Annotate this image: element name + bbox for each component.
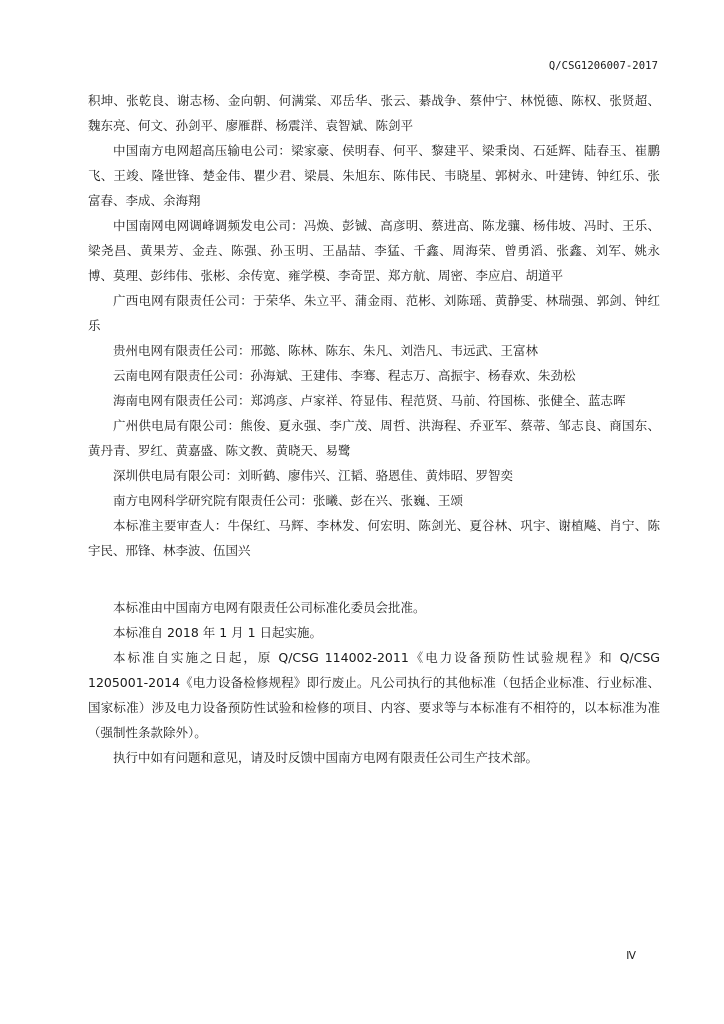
page-number: Ⅳ (626, 950, 636, 962)
approval-note: 本标准由中国南方电网有限责任公司标准化委员会批准。 (113, 600, 426, 615)
drafters-guangzhou: 广州供电局有限公司：熊俊、夏永强、李广茂、周哲、洪海程、乔亚军、蔡蒂、邹志良、商国东、黄丹青、罗红、黄嘉盛、陈文教、黄晓天、易鹭 (88, 418, 660, 458)
document-body (88, 88, 673, 770)
main-reviewers: 本标准主要审查人：牛保红、马辉、李林发、何宏明、陈剑光、夏谷林、巩宇、谢植飚、肖宁、陈宇民、邢锋、林李波、伍国兴 (88, 518, 660, 558)
drafters-guangxi: 广西电网有限责任公司：于荣华、朱立平、蒲金雨、范彬、刘陈瑶、黄静雯、林瑞强、郭剑、钟红乐 (88, 293, 660, 333)
drafters-continued: 积坤、张乾良、谢志杨、金向朝、何满棠、邓岳华、张云、綦战争、蔡仲宁、林悦德、陈权、张贤超、魏东亮、何文、孙剑平、廖雁群、杨震洋、袁智斌、陈剑平 (88, 93, 660, 133)
drafters-guizhou: 贵州电网有限责任公司：邢懿、陈林、陈东、朱凡、刘浩凡、韦远武、王富林 (113, 343, 539, 358)
drafters-ehv-transmission: 中国南方电网超高压输电公司：梁家豪、侯明春、何平、黎建平、梁秉岗、石延辉、陆春玉、崔鹏飞、王竣、隆世锋、楚金伟、瞿少君、梁晨、朱旭东、陈伟民、韦晓星、郭树永、叶建铸、钟红乐、张富春、李成、余海翔 (88, 143, 660, 208)
drafters-shenzhen: 深圳供电局有限公司：刘昕鹤、廖伟兴、江韬、骆恩佳、黄炜昭、罗智奕 (113, 468, 514, 483)
drafters-yunnan: 云南电网有限责任公司：孙海斌、王建伟、李骞、程志万、高振宇、杨春欢、朱劲松 (113, 368, 576, 383)
drafters-peak-regulation: 中国南网电网调峰调频发电公司：冯焕、彭铖、高彦明、蔡进高、陈龙骧、杨伟坡、冯时、王乐、梁尧昌、黄果芳、金垚、陈强、孙玉明、王晶喆、李猛、千鑫、周海荣、曾勇滔、张鑫、刘军、姚永博、莫理、彭纬伟、张彬、余传宽、雍学模、李奇罡、郑方航、周密、李应启、胡道平 (88, 218, 660, 283)
drafters-hainan: 海南电网有限责任公司：郑鸿彦、卢家祥、符显伟、程范贤、马前、符国栋、张健全、蓝志晖 (113, 393, 626, 408)
document-code: Q/CSG1206007-2017 (548, 60, 658, 72)
supersession-note: 本标准自实施之日起，原 Q/CSG 114002-2011《电力设备预防性试验规程》和 Q/CSG 1205001-2014《电力设备检修规程》即行废止。凡公司执行的其他标准（包括企业标准、行业标准、国家标准）涉及电力设备预防性试验和检修的项目、内容、要求等与本标准有不相符的，以本标准为准（强制性条款除外）。 (88, 650, 673, 740)
drafters-research-institute: 南方电网科学研究院有限责任公司：张曦、彭在兴、张巍、王颂 (113, 493, 464, 508)
feedback-note: 执行中如有问题和意见，请及时反馈中国南方电网有限责任公司生产技术部。 (113, 750, 539, 765)
effective-date-note: 本标准自 2018 年 1 月 1 日起实施。 (113, 625, 323, 640)
